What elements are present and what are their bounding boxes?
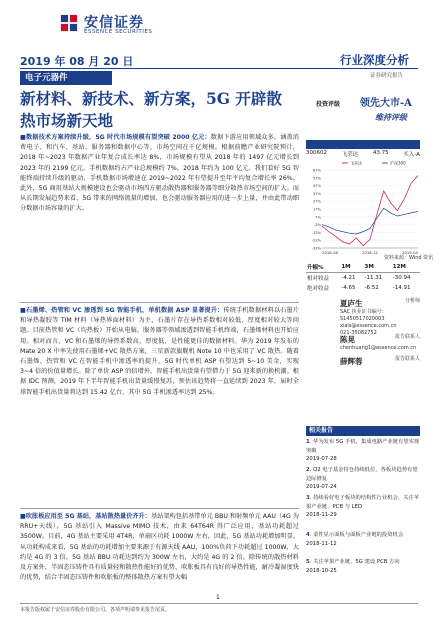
table-cell: -6.52 [364,285,379,291]
chart-series-line [322,175,418,245]
related-reports-header: 相关报告 [306,426,420,436]
chart-y-tick-label: 47% [313,184,321,189]
table-row [306,283,420,293]
chart-y-tick-label: 17% [313,207,321,212]
paragraph-lead: ■石墨烯、热管和 VC 渗透到 5G 智能手机，单机数据 ASP 显著提升： [20,307,224,314]
analyst-2 [340,334,420,352]
performance-table [306,262,420,293]
stock-code: 300602 [306,150,327,156]
section-divider [20,508,299,509]
chart-y-tick-label: -13% [311,230,321,235]
related-report-item[interactable]: 1. 华为发布 5G 手机，集成电路产业链有望实现突破 2019-07-28 [306,439,420,462]
related-report-date: 2019-07-28 [306,456,337,462]
report-type: 行业深度分析 [340,53,409,67]
section-divider [20,302,299,303]
rating-status: 维持评级 [375,112,407,122]
table-header-cell: 3M [364,262,392,273]
table-cell: -11.31 [364,275,383,281]
chart-y-tick-label: -33% [311,246,321,251]
related-report-item[interactable]: 2. Q2 电子基金持仓持续低位，各板块趋势有望边际修复 2019-07-24 [306,466,420,492]
stock-name: 飞荣达 [341,152,359,158]
related-report-title: Q2 电子基金持仓持续低位，各板块趋势有望边际修复 [306,467,418,482]
related-report-item[interactable]: 3. 持续看好电子板块的结构性行业机会，关注苹果产业链、PCB 与 LED 2018-11-29 [306,495,420,518]
table-cell: 相对收益 [307,276,330,282]
stock-performance-chart [306,158,420,258]
chart-y-tick-label: 57% [313,176,321,181]
table-header-cell: 1M [340,262,363,273]
related-report-title: 华为发布 5G 手机，集成电路产业链有望实现突破 [306,439,420,454]
chart-source: 资料来源：Wind 资讯 [384,255,434,261]
table-header-cell: 12M [392,262,420,273]
footer-disclaimer: 本报告版权属于安信证券股份有限公司。各项声明请参见报告尾页。 [20,607,171,613]
table-row [306,273,420,284]
related-report-number: 4 [306,532,310,538]
analyst-role: 报告联系人 [394,356,420,362]
chart-legend-label: 飞荣达 [350,160,362,166]
chart-y-tick-label: -23% [311,238,321,243]
header-divider [20,68,418,69]
chart-x-tick-label: 2019-04 [402,250,418,255]
page-number: 1 [216,594,220,601]
table-header-cell: 升幅% [306,262,340,273]
paragraph-lead: ■数据技术方案持续升级，5G 时代市场规模有望突破 2000 亿元： [20,134,211,141]
rating-value: 领先大市-A [360,98,412,109]
industry-category: 电子元器件 [20,71,112,85]
paragraph-market-size [20,133,299,215]
report-title-line-2: 热市场新天地 [20,111,114,130]
related-report-number: 5 [306,559,310,565]
stock-price: 43.75 [372,150,389,156]
related-report-title: 持续看好电子板块的结构性行业机会，关注苹果产业链、PCB 与 LED [306,495,420,510]
chart-x-tick-label: 2018-12 [362,250,378,255]
report-title [20,88,300,132]
related-report-number: 2 [306,467,310,473]
chart-series-line [322,208,418,234]
chart-x-tick-label: 2018-08 [322,250,338,255]
chart-y-tick-label: 27% [313,199,321,204]
stock-info-row [306,150,420,158]
chart-y-tick-label: 67% [313,168,321,173]
paragraph-base-station [20,512,299,594]
stock-rating: 买入-A [403,152,420,158]
analyst-role: 报告联系人 [394,334,420,340]
related-report-number: 3 [306,495,310,501]
stock-header-bar [306,140,420,149]
report-title-line-1: 新材料、新技术、新方案，5G 开辟散 [20,89,282,108]
paragraph-text: 传统手机数据材料以石墨片和导热凝胶等 TIM 材料（导热界面材料）为主，石墨片存在导热系数相对较低、厚度相对较大等问题。目前热管和 VC（均热板）开始从电脑、服务器等领域渗透到智能手机终端，石墨烯材料也开始应用。相对而言，VC 和石墨烯的导热系数高、厚度低，是性能更佳的数据材料。华为 2019 年发布的 Mate 20 X 中率先使用石墨烯+VC 散热方案，三星新款旗舰机 Note 10 中也采用了 VC 散热。随着石墨烯、热管和 VC 在智能手机中渗透率的提升，5G 时代单机 ASP 有望达到 5~10 美金，实现 3~4 倍的价值量增长。除了单价 ASP 的倍增外，智能手机出货量有望借力于 5G 迎来新的换机潮。根据 IDC 预测，2019 年下半年智能手机出货量缓慢复苏，预估该趋势将一直延续到 2023 年，届时全球智能手机出货量将达到 15.42 亿台，其中 5G 手机渗透率达到 25%。 [20,307,300,396]
analyst-1 [340,298,420,337]
table-header-row [306,262,420,273]
report-date: 2019 年 08 月 20 日 [20,55,134,68]
table-cell: -14.91 [392,285,411,291]
related-report-title: 柔性显示面板与面板产业链的投资机会 [313,532,404,538]
report-subtitle: 证券研究报告 [370,73,404,79]
related-report-item[interactable]: 5. 关注苹果产业链、5G 建设 PCB 方向 2018-10-25 [306,558,420,575]
related-report-date: 2018-11-12 [306,540,337,547]
related-report-item[interactable]: 4. 柔性显示面板与面板产业链的投资机会 2018-11-12 [306,531,420,548]
paragraph-text: 基站架构包括基带单元 BBU 和射频单元 AAU（4G 为 RRU+天线），5G 基站引入 Massive MIMO 技术，由来 64T64R 得广泛应用，基站功耗超过 3500W。目前，4G 基站主要采用 4T4R，单扇区功耗 1000W 左右，因此，5G 基站功耗增加明显。从功耗构成来看，5G 基站的功耗增加主要来源于有源天线 AAU，100%负荷下功耗超过 1000W，大约是 4G 的 3 倍，5G 基站 BBU 功耗达到约为 300W 左右，大约是 4G 的 2 倍。除传统的散热材料及方案外，半固态压铸件具有质量轻和散热性能好的优势，吹胀板具有良好的导热性能，耐冷凝湿度快的优势，结合半固态压铸件和吹胀板的整体散热方案有望大幅 [20,513,299,582]
analyst-name: 陈晃 [340,335,355,344]
analyst-phone: 021-35082752 [340,330,377,336]
analyst-name: 薛辉蓉 [340,357,363,366]
table-cell: -4.65 [341,285,356,291]
related-report-date: 2018-11-29 [306,512,337,518]
analyst-email[interactable]: xials@essence.com.cn [340,323,397,329]
chart-y-tick-label: 7% [315,215,321,220]
table-cell: -30.94 [392,275,411,281]
chart-y-tick-label: 37% [313,191,321,196]
analyst-role: 分析师 [404,298,420,304]
rating-label: 投资评级 [316,101,341,108]
company-name: 安信证券 [84,15,144,31]
table-cell: -4.21 [341,275,356,281]
chart-y-tick-label: -3% [314,223,321,228]
paragraph-materials [20,306,299,398]
related-report-date: 2018-10-25 [306,567,337,574]
chart-legend-label: 沪深300 [390,160,406,166]
related-report-title: 关注苹果产业链、5G 建设 PCB 方向 [313,559,400,565]
paragraph-lead: ■吹胀板应用至 5G 基站，基站散热量价齐升： [20,513,151,520]
company-logo-icon [60,14,78,32]
analyst-email[interactable]: chenhuang1@essence.com.cn [340,345,417,351]
analyst-cert: SAC 执业证书编号：S1450517020003 [340,309,387,322]
analyst-name: 夏庐生 [340,299,363,308]
paragraph-text: 数据下游应用领域众多，涵盖消费电子、和汽车、基站、服务器和数据中心等，市场空间在千亿规模。根据前瞻产业研究院预计，2018 年~2023 年数据产业年复合成长率达 8%，市场规模有望从 2018 年的 1497 亿元增长到 2023 年的 2199 亿元。手机数据约占产业总规模约 7%，2018 年约为 100 亿元。我们看好 5G 智能终端持续升级的驱动，手机数据市场增速在 2019~2022 年有望提升至年平均复合增长率 26%。此外，5G 商用基站大规模建设也会驱动市场四方驱动散热器和服务器等细分散热市场空间的扩大。而从长期发展趋势来看，5G 带来的网络流量的增加，也会驱动服务器应用的进一步上量，并由此带动细分数据市场容量的扩大。 [20,134,299,213]
related-report-date: 2019-07-24 [306,484,337,490]
analyst-3 [340,356,420,367]
footer-divider [20,603,418,604]
table-cell: 绝对收益 [307,286,330,292]
company-name-en: ESSENCE SECURITIES [84,29,153,35]
related-report-number: 1 [306,439,310,445]
